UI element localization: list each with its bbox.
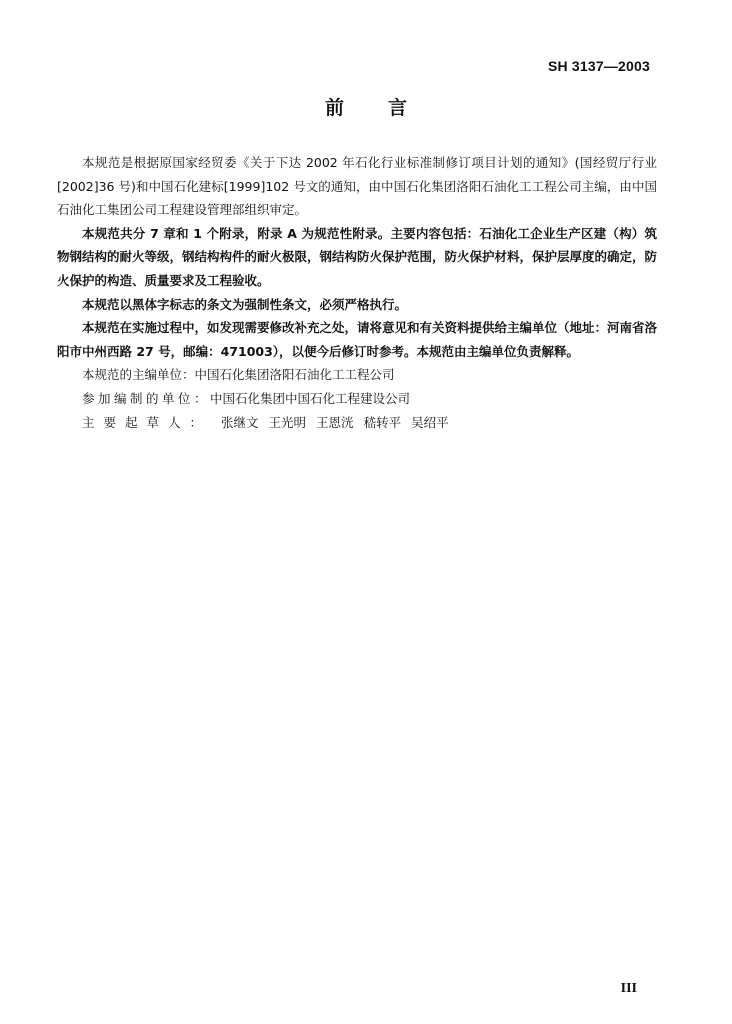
drafter-name: 嵇转平: [363, 414, 402, 430]
preface-body: [57, 151, 657, 434]
participating-unit-value: 中国石化集团中国石化工程建设公司: [210, 390, 411, 406]
drafter-name: 王光明: [268, 414, 307, 430]
paragraph-mandatory: 本规范以黑体字标志的条文为强制性条文，必须严格执行。: [82, 296, 408, 312]
paragraph-basis: 本规范是根据原国家经贸委《关于下达 2002 年石化行业标准制修订项目计划的通知》(国经贸厅行业[2002]36 号)和中国石化建标[1999]102 号文的通知，由中国石化集团洛阳石油化工工程公司主编，由中国石油化工集团公司工程建设管理部组织审定。: [57, 155, 657, 218]
chief-unit-label: 本规范的主编单位：: [82, 367, 195, 383]
drafter-name: 吴绍平: [411, 414, 449, 430]
participating-unit-label: 参加编制的单位：: [82, 390, 211, 406]
paragraph-contents: 本规范共分 7 章和 1 个附录，附录 A 为规范性附录。主要内容包括：石油化工企业生产区建（构）筑物钢结构的耐火等级，钢结构构件的耐火极限，钢结构防火保护范围，防火保护材料，保护层厚度的确定，防火保护的构造、质量要求及工程验收。: [57, 225, 658, 288]
page-title: 前言: [324, 97, 451, 119]
drafter-name: 王恩洸: [316, 414, 354, 430]
participating-unit-row: [57, 387, 657, 411]
page-number: III: [620, 981, 637, 996]
drafter-name: 张继文: [221, 414, 259, 430]
standard-code: SH 3137—2003: [547, 58, 650, 74]
chief-unit-row: [57, 363, 657, 387]
paragraph-revision: 本规范在实施过程中，如发现需要修改补充之处，请将意见和有关资料提供给主编单位（地址：河南省洛阳市中州西路 27 号，邮编：471003），以便今后修订时参考。本规范由主编单位负责解释。: [57, 320, 658, 359]
chief-unit-value: 中国石化集团洛阳石油化工工程公司: [194, 367, 395, 383]
drafters-row: [57, 411, 657, 435]
drafters-label: 主要起草人：: [82, 414, 212, 430]
